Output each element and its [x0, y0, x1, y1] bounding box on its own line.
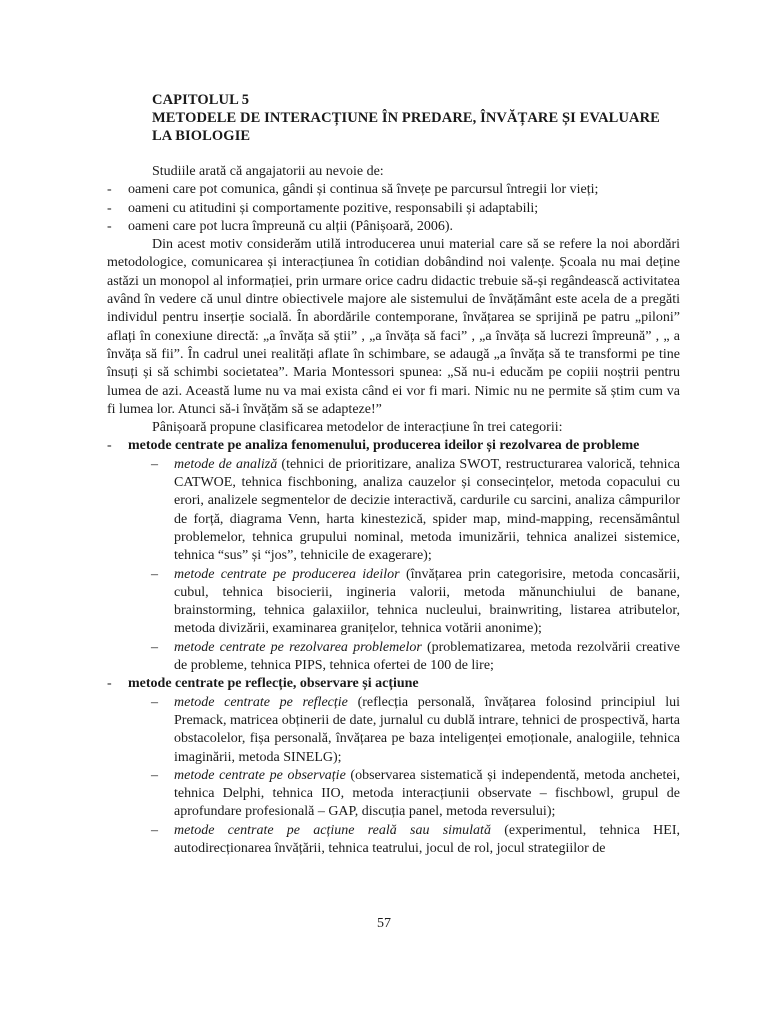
- method-name: metode centrate pe rezolvarea problemelor: [174, 639, 422, 655]
- method-item: [107, 456, 680, 566]
- method-description: (observarea sistematică și independentă, metoda anchetei, tehnica Delphi, tehnica IIO, metoda interacțiunii observate – fischbowl, grupul de aprofundare profesională – GAP, discuția panel, metoda reversului);: [174, 767, 680, 820]
- dash-bullet: -: [107, 182, 112, 198]
- method-item: [107, 767, 680, 822]
- method-item: [107, 822, 680, 859]
- needs-list: [107, 181, 680, 236]
- chapter-title-line2: LA BIOLOGIE: [152, 128, 251, 144]
- dash-bullet: -: [107, 200, 112, 216]
- method-description: (reflecția personală, învățarea folosind principiul lui Premack, matricea obținerii de date, jurnalul cu dublă intrare, tehnici de prospectivă, harta obstacolelor, fișa personală, învățarea pe baza inteligenței emoționale, analogiile, tehnica imaginării, metoda SINELG);: [174, 694, 680, 765]
- list-item-text: oameni care pot comunica, gândi și continua să învețe pe parcursul întregii lor vieți;: [128, 182, 599, 198]
- category-title: metode centrate pe analiza fenomenului, producerea ideilor și rezolvarea de probleme: [128, 438, 640, 454]
- method-name: metode centrate pe observație: [174, 767, 346, 783]
- method-description: (tehnici de prioritizare, analiza SWOT, restructurarea valorică, tehnica CATWOE, tehnica fischboning, analiza cauzelor și consecințelor, metoda copacului cu erori, analizele segmentelor de decizie interactivă, cardurile cu sarcini, analiza câmpurilor de forță, diagrama Venn, harta kinestezică, spider map, mind-mapping, recensământul problemelor, tehnica grupului nominal, metoda imunizării, tehnica analizei sistemice, tehnica “sus” și “jos”, tehnicile de exagerare);: [174, 456, 681, 564]
- dash-bullet: -: [107, 218, 112, 234]
- method-item: [107, 639, 680, 676]
- list-item-text: oameni cu atitudini și comportamente pozitive, responsabili și adaptabili;: [128, 200, 539, 216]
- list-item-text: oameni care pot lucra împreună cu alții (Pânișoară, 2006).: [128, 218, 453, 234]
- en-dash-bullet: –: [151, 767, 158, 783]
- en-dash-bullet: –: [151, 822, 158, 838]
- category-block: [107, 675, 680, 858]
- intro-paragraph: Studiile arată că angajatorii au nevoie de:: [152, 164, 384, 179]
- list-item: [107, 181, 680, 199]
- chapter-heading: [152, 91, 692, 145]
- method-item: [107, 566, 680, 639]
- method-description: (experimentul, tehnica HEI, autodirecționarea învățării, tehnica teatrului, jocul de rol, jocul strategiilor de: [174, 822, 680, 856]
- method-name: metode de analiză: [174, 456, 278, 472]
- method-name: metode centrate pe reflecție: [174, 694, 348, 710]
- method-item: [107, 694, 680, 767]
- method-description: (învățarea prin categorisire, metoda concasării, cubul, tehnica bisocierii, ingineria valorii, metoda mănunchiului de banane, brainstorming, tehnica galaxiilor, tehnica nucleului, brainwriting, listarea atributelor, metoda divizării, examinarea granițelor, tehnica votării anonime);: [174, 566, 681, 637]
- list-item: [107, 200, 680, 218]
- page-number: 57: [377, 916, 391, 931]
- list-item: [107, 218, 680, 236]
- category-heading: [107, 675, 680, 693]
- en-dash-bullet: –: [151, 566, 158, 582]
- en-dash-bullet: –: [151, 456, 158, 472]
- body-paragraph: Din acest motiv considerăm utilă introducerea unui material care să se refere la noi abordări metodologice, comunicarea și interacțiunea în cotidian dobândind noi valențe. Școala nu mai deține astăzi un monopol al informației, prin urmare orice cadru didactic trebuie să-și regândească activitatea având în vedere că unul dintre obiectivele majore ale sistemului de învățământ este acela de a pregăti individul pentru inserție socială. În abordările contemporane, învățarea se sprijină pe patru „piloni” aflați în conexiune directă: „a învăța să știi” , „a învăța să faci” , „a învăța să lucrezi împreună” , „ a învăța să fii”. În cadrul unei realități aflate în schimbare, se adaugă „a învăța să te transformi pe tine însuți și să schimbi societatea”. Maria Montessori spunea: „Să nu-i educăm pe copiii noștrii pentru lumea de azi. Această lume nu va mai exista când ei vor fi mari. Nimic nu ne permite să știm cum va fi lumea lor. Atunci să-i învățăm să se adapteze!”: [107, 237, 680, 417]
- en-dash-bullet: –: [151, 639, 158, 655]
- body-text: [107, 163, 680, 858]
- chapter-number: CAPITOLUL 5: [152, 92, 250, 108]
- dash-bullet: -: [107, 676, 112, 692]
- dash-bullet: -: [107, 438, 112, 454]
- method-name: metode centrate pe producerea ideilor: [174, 566, 400, 582]
- en-dash-bullet: –: [151, 694, 158, 710]
- category-block: [107, 437, 680, 675]
- classification-paragraph: Pânișoară propune clasificarea metodelor de interacțiune în trei categorii:: [152, 420, 563, 436]
- category-title: metode centrate pe reflecție, observare și acțiune: [128, 676, 419, 692]
- method-name: metode centrate pe acțiune reală sau simulată: [174, 822, 491, 838]
- category-heading: [107, 437, 680, 455]
- method-description: (problematizarea, metoda rezolvării creative de probleme, tehnica PIPS, tehnica ofertei de 100 de lire;: [174, 639, 681, 674]
- chapter-title-line1: METODELE DE INTERACȚIUNE ÎN PREDARE, ÎNVĂȚARE ȘI EVALUARE: [152, 110, 660, 126]
